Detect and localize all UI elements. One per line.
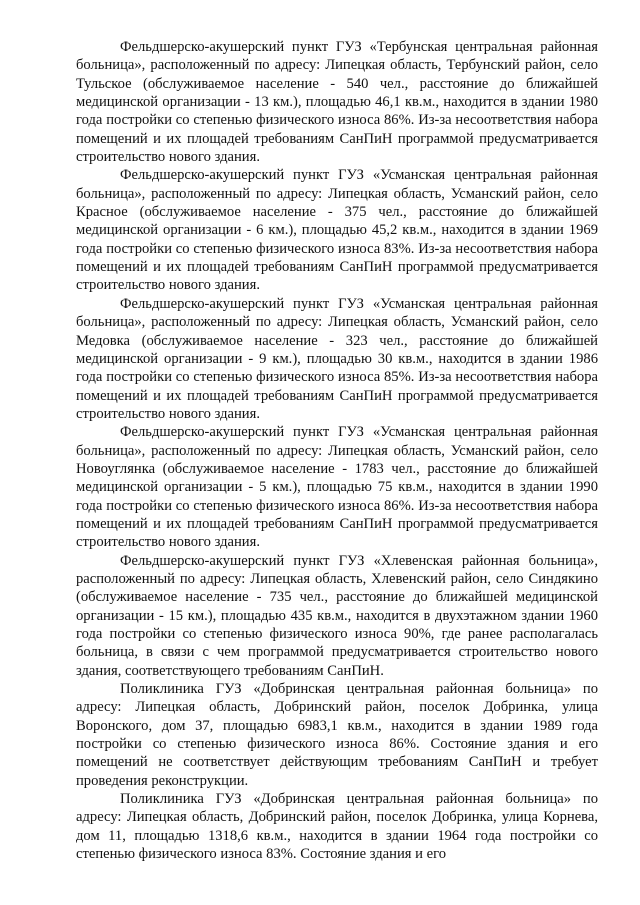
paragraph-fap-sindyakino: Фельдшерско-акушерский пункт ГУЗ «Хлевенская районная больница», расположенный по адресу: Липецкая область, Хлевенский район, село Синдякино (обслуживаемое население - 735 чел., расстояние до ближайшей медицинской организации - 15 км.), площадью 435 кв.м., находится в двухэтажном здании 1960 года постройки со степенью физического износа 90%, где ранее располагалась больница, в связи с чем программой предусматривается строительство нового здания, соответствующего требованиям СанПиН.: [76, 552, 598, 679]
paragraph-fap-medovka: Фельдшерско-акушерский пункт ГУЗ «Усманская центральная районная больница», расположенный по адресу: Липецкая область, Усманский район, село Медовка (обслуживаемое население - 323 чел., расстояние до ближайшей медицинской организации - 9 км.), площадью 30 кв.м., находится в здании 1986 года постройки со степенью физического износа 85%. Из-за несоответствия набора помещений и их площадей требованиям СанПиН программой предусматривается строительство нового здания.: [76, 295, 598, 422]
body-text: [76, 38, 598, 863]
paragraph-polyclinic-voronskogo: Поликлиника ГУЗ «Добринская центральная районная больница» по адресу: Липецкая область, Добринский район, поселок Добринка, улица Воронского, дом 37, площадью 6983,1 кв.м., находится в здании 1989 года постройки со степенью физического износа 86%. Состояние здания и его помещений не соответствует действующим требованиям СанПиН и требует проведения реконструкции.: [76, 681, 598, 789]
paragraph-fap-novouglyanka: Фельдшерско-акушерский пункт ГУЗ «Усманская центральная районная больница», расположенный по адресу: Липецкая область, Усманский район, село Новоуглянка (обслуживаемое население - 1783 чел., расстояние до ближайшей медицинской организации - 5 км.), площадью 75 кв.м., находится в здании 1990 года постройки со степенью физического износа 86%. Из-за несоответствия набора помещений и их площадей требованиям СанПиН программой предусматривается строительство нового здания.: [76, 424, 598, 551]
paragraph-fap-krasnoe: Фельдшерско-акушерский пункт ГУЗ «Усманская центральная районная больница», расположенный по адресу: Липецкая область, Усманский район, село Красное (обслуживаемое население - 375 чел., расстояние до ближайшей медицинской организации - 6 км.), площадью 45,2 кв.м., находится в здании 1969 года постройки со степенью физического износа 83%. Из-за несоответствия набора помещений и их площадей требованиям СанПиН программой предусматривается строительство нового здания.: [76, 167, 598, 294]
paragraph-polyclinic-korneva: Поликлиника ГУЗ «Добринская центральная районная больница» по адресу: Липецкая область, Добринский район, поселок Добринка, улица Корнева, дом 11, площадью 1318,6 кв.м., находится в здании 1964 года постройки со степенью физического износа 83%. Состояние здания и его: [76, 791, 598, 863]
paragraph-fap-tulskoe: Фельдшерско-акушерский пункт ГУЗ «Тербунская центральная районная больница», расположенный по адресу: Липецкая область, Тербунский район, село Тульское (обслуживаемое население - 540 чел., расстояние до ближайшей медицинской организации - 13 км.), площадью 46,1 кв.м., находится в здании 1980 года постройки со степенью физического износа 86%. Из-за несоответствия набора помещений и их площадей требованиям СанПиН программой предусматривается строительство нового здания.: [76, 39, 598, 166]
